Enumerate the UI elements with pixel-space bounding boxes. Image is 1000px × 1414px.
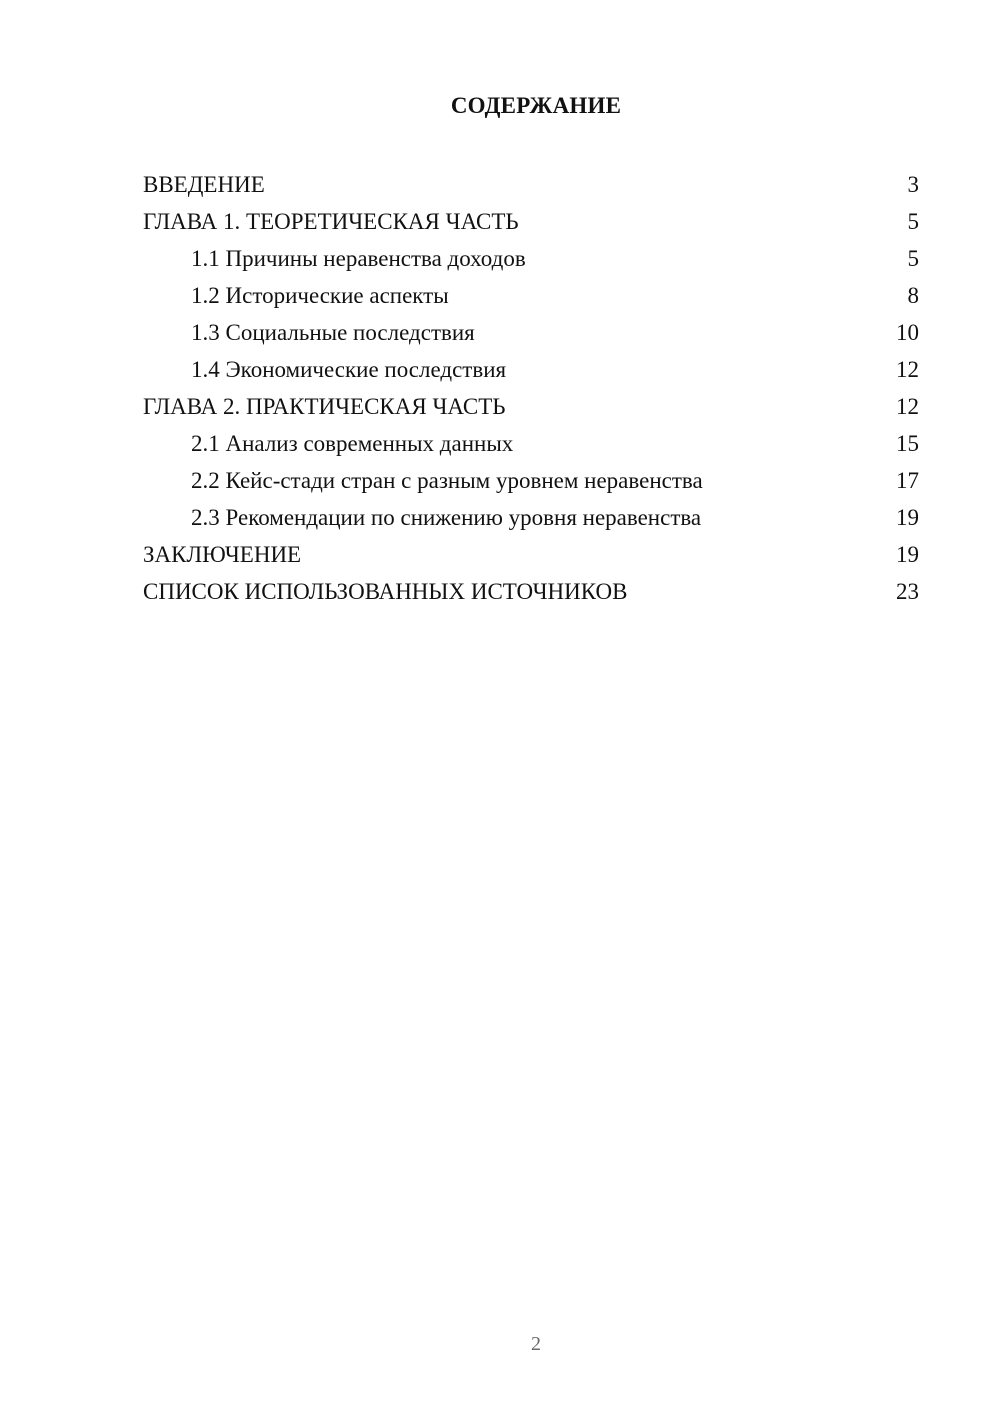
toc-entry-page: 5 (907, 246, 919, 271)
table-of-contents (143, 166, 919, 610)
toc-entry-page: 3 (907, 172, 919, 197)
toc-entry-label: ВВЕДЕНИЕ (143, 172, 265, 197)
toc-entry-label: 1.3 Социальные последствия (191, 320, 475, 345)
toc-entry-label: 1.1 Причины неравенства доходов (191, 246, 526, 271)
toc-entry-conclusion (143, 536, 919, 573)
toc-entry-page: 12 (896, 357, 919, 382)
toc-entry-introduction (143, 166, 919, 203)
toc-entry-label: 2.2 Кейс-стади стран с разным уровнем неравенства (191, 468, 703, 493)
toc-entry-page: 23 (896, 579, 919, 604)
toc-entry-page: 12 (896, 394, 919, 419)
toc-entry-label: ГЛАВА 1. ТЕОРЕТИЧЕСКАЯ ЧАСТЬ (143, 209, 519, 234)
toc-entry-label: 2.1 Анализ современных данных (191, 431, 514, 456)
toc-entry-chapter-2 (143, 388, 919, 425)
page-number: 2 (531, 1333, 541, 1355)
toc-entry-section-1-4 (143, 351, 919, 388)
toc-entry-page: 19 (896, 505, 919, 530)
toc-entry-section-2-1 (143, 425, 919, 462)
toc-entry-page: 8 (907, 283, 919, 308)
toc-entry-section-1-1 (143, 240, 919, 277)
toc-entry-page: 5 (907, 209, 919, 234)
page-title: СОДЕРЖАНИЕ (450, 93, 622, 118)
toc-entry-section-1-2 (143, 277, 919, 314)
toc-entry-label: 1.4 Экономические последствия (191, 357, 507, 382)
toc-entry-section-2-3 (143, 499, 919, 536)
toc-entry-label: 2.3 Рекомендации по снижению уровня неравенства (191, 505, 702, 530)
toc-entry-page: 10 (896, 320, 919, 345)
toc-entry-page: 19 (896, 542, 919, 567)
toc-entry-label: ГЛАВА 2. ПРАКТИЧЕСКАЯ ЧАСТЬ (143, 394, 506, 419)
toc-entry-label: 1.2 Исторические аспекты (191, 283, 449, 308)
toc-entry-section-1-3 (143, 314, 919, 351)
toc-entry-chapter-1 (143, 203, 919, 240)
toc-entry-label: ЗАКЛЮЧЕНИЕ (143, 542, 302, 567)
toc-entry-references (143, 573, 919, 610)
toc-entry-section-2-2 (143, 462, 919, 499)
toc-entry-page: 17 (896, 468, 919, 493)
toc-entry-label: СПИСОК ИСПОЛЬЗОВАННЫХ ИСТОЧНИКОВ (143, 579, 628, 604)
toc-entry-page: 15 (896, 431, 919, 456)
